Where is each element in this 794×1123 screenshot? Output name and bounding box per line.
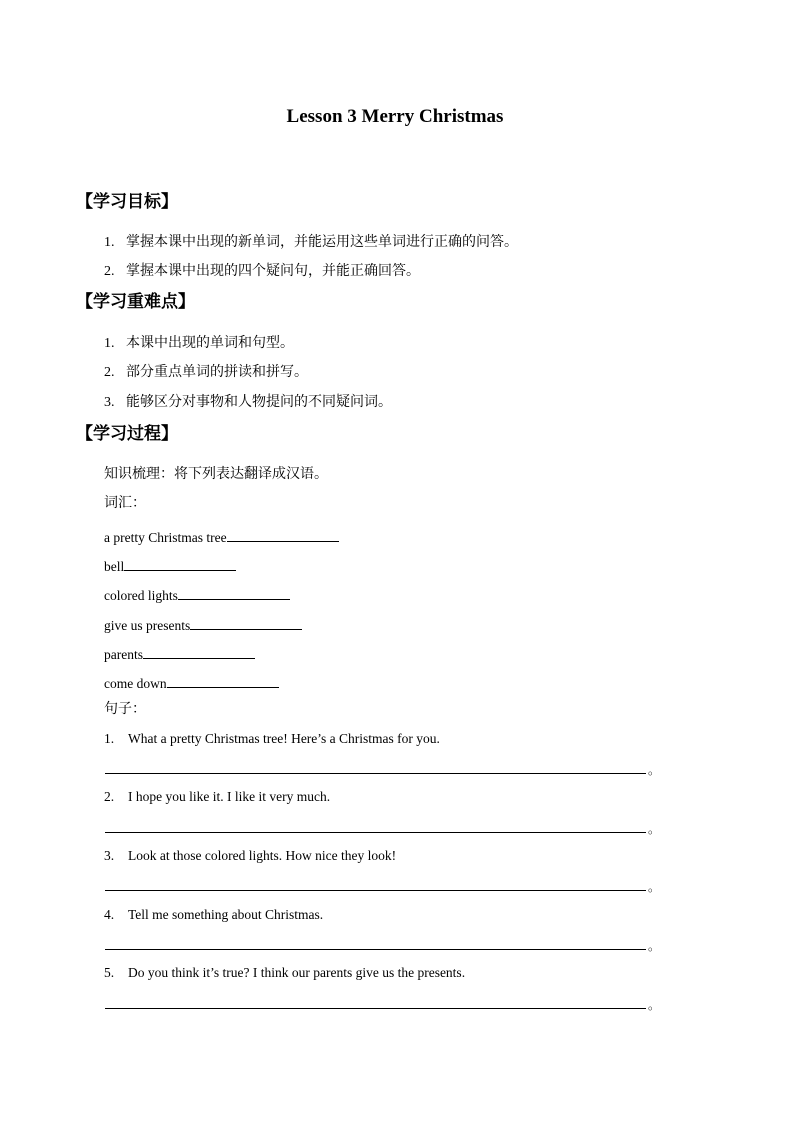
sentence-number: 3. [104, 848, 115, 863]
goal-item [104, 262, 420, 281]
vocab-item [104, 585, 290, 604]
vocab-item [104, 527, 339, 546]
answer-blank[interactable] [167, 673, 279, 688]
answer-blank[interactable] [178, 585, 290, 600]
vocab-phrase: a pretty Christmas tree [104, 530, 227, 545]
end-mark: 。 [648, 998, 661, 1012]
answer-blank[interactable] [227, 527, 339, 542]
keypoint-item [104, 393, 392, 412]
answer-blank[interactable] [143, 644, 255, 659]
sentence-label: 句子： [104, 701, 146, 717]
sentence-item [104, 848, 396, 864]
vocab-phrase: come down [104, 676, 167, 691]
sentence-item [104, 789, 330, 805]
translation-line[interactable] [105, 773, 646, 774]
sentence-text: Do you think it’s true? I think our parents give us the presents. [128, 965, 466, 980]
keypoints-heading: 【学习重难点】 [76, 292, 195, 312]
vocab-label: 词汇： [104, 495, 146, 511]
translation-line[interactable] [105, 890, 646, 891]
keypoint-item [104, 334, 294, 353]
vocab-item [104, 615, 302, 634]
vocab-item [104, 556, 236, 575]
answer-blank[interactable] [124, 556, 236, 571]
sentence-number: 5. [104, 965, 115, 980]
vocab-phrase: colored lights [104, 588, 178, 603]
answer-blank[interactable] [190, 615, 302, 630]
keypoint-number: 3. [104, 395, 115, 410]
vocab-phrase: parents [104, 647, 143, 662]
goal-number: 1. [104, 235, 115, 250]
sentence-text: Look at those colored lights. How nice they look! [128, 848, 397, 863]
sentence-number: 1. [104, 731, 115, 746]
process-heading: 【学习过程】 [76, 424, 178, 444]
vocab-item [104, 644, 255, 663]
keypoint-number: 1. [104, 336, 115, 351]
process-intro: 知识梳理：将下列表达翻译成汉语。 [104, 466, 328, 482]
vocab-phrase: give us presents [104, 618, 191, 633]
goal-text: 掌握本课中出现的四个疑问句，并能正确回答。 [126, 263, 420, 279]
sentence-text: What a pretty Christmas tree! Here’s a Christmas for you. [128, 731, 440, 746]
keypoint-text: 部分重点单词的拼读和拼写。 [126, 364, 308, 380]
keypoint-text: 本课中出现的单词和句型。 [126, 335, 294, 351]
sentence-item [104, 907, 323, 923]
sentence-number: 4. [104, 907, 115, 922]
end-mark: 。 [648, 939, 661, 953]
end-mark: 。 [648, 763, 661, 777]
sentence-item [104, 965, 465, 981]
sentence-number: 2. [104, 789, 115, 804]
end-mark: 。 [648, 822, 661, 836]
end-mark: 。 [648, 880, 661, 894]
translation-line[interactable] [105, 1008, 646, 1009]
vocab-item [104, 673, 279, 692]
goals-heading: 【学习目标】 [76, 192, 178, 212]
goal-number: 2. [104, 264, 115, 279]
translation-line[interactable] [105, 949, 646, 950]
goal-text: 掌握本课中出现的新单词，并能运用这些单词进行正确的问答。 [126, 234, 518, 250]
sentence-text: I hope you like it. I like it very much. [128, 789, 331, 804]
keypoint-text: 能够区分对事物和人物提问的不同疑问词。 [126, 394, 392, 410]
keypoint-item [104, 363, 308, 382]
sentence-text: Tell me something about Christmas. [128, 907, 324, 922]
sentence-item [104, 731, 440, 747]
translation-line[interactable] [105, 832, 646, 833]
goal-item [104, 233, 518, 252]
vocab-phrase: bell [104, 559, 125, 574]
page-title: Lesson 3 Merry Christmas [286, 106, 504, 127]
keypoint-number: 2. [104, 365, 115, 380]
